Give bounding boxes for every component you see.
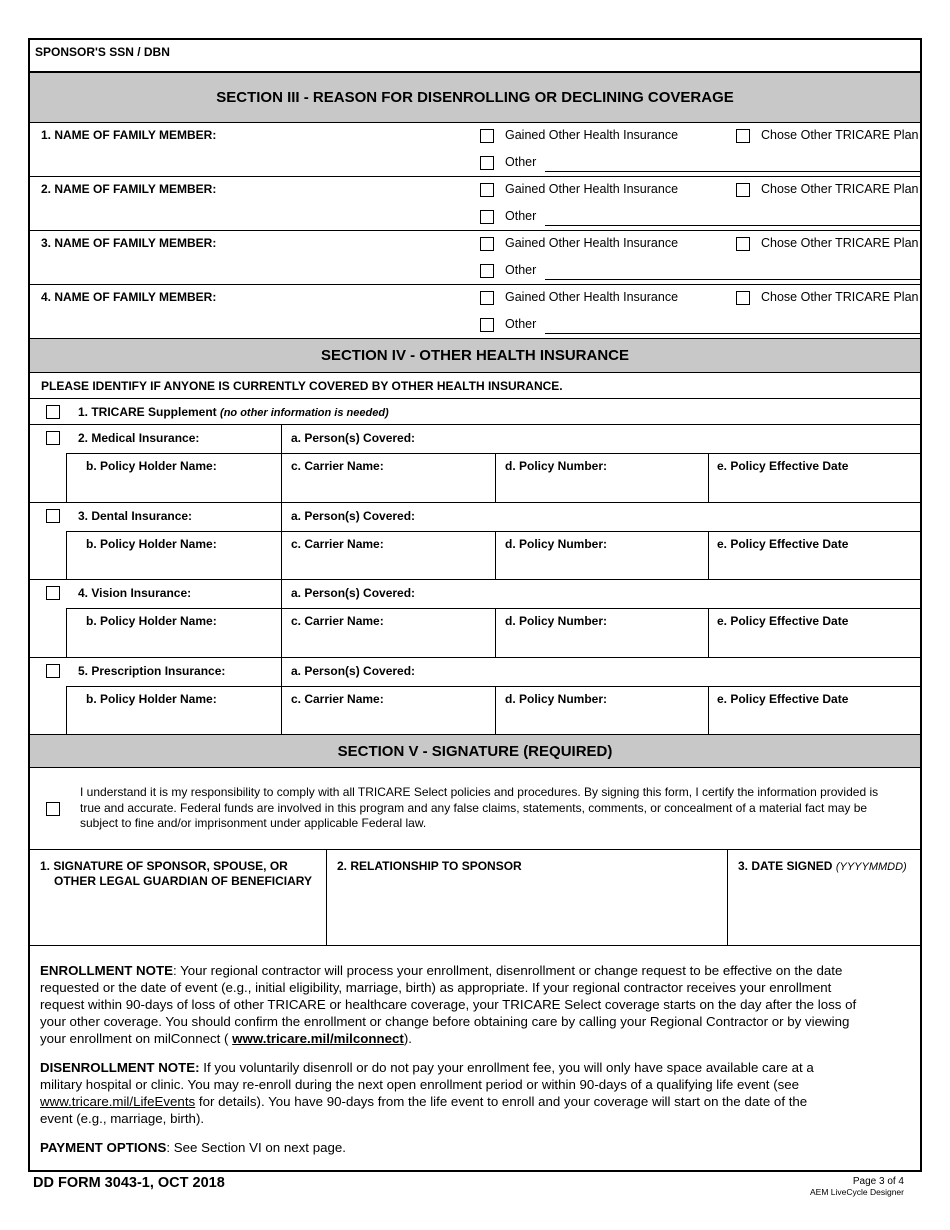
policy-holder-field[interactable] bbox=[67, 630, 280, 656]
policy-number-label: d. Policy Number: bbox=[505, 691, 608, 706]
gained-insurance-label: Gained Other Health Insurance bbox=[505, 182, 679, 196]
family-member-name-field[interactable] bbox=[40, 145, 460, 173]
effective-date-label: e. Policy Effective Date bbox=[717, 691, 849, 706]
carrier-name-field[interactable] bbox=[282, 475, 494, 501]
policy-number-label: d. Policy Number: bbox=[505, 614, 608, 628]
chose-tricare-label: Chose Other TRICARE Plan bbox=[761, 290, 919, 304]
carrier-name-field[interactable] bbox=[282, 708, 494, 734]
page-number: Page 3 of 4 bbox=[852, 1176, 904, 1187]
insurance-subrow-top bbox=[66, 531, 920, 532]
chose-tricare-checkbox[interactable] bbox=[736, 183, 750, 197]
insurance-checkbox[interactable] bbox=[46, 431, 60, 445]
signature-field[interactable] bbox=[30, 850, 326, 946]
policy-holder-field[interactable] bbox=[67, 708, 280, 734]
carrier-name-label: c. Carrier Name: bbox=[291, 536, 384, 551]
other-reason-checkbox[interactable] bbox=[480, 156, 494, 170]
other-reason-checkbox[interactable] bbox=[480, 318, 494, 332]
certification-checkbox[interactable] bbox=[46, 802, 60, 816]
policy-holder-field[interactable] bbox=[67, 553, 280, 579]
sponsor-ssn-label: SPONSOR'S SSN / DBN bbox=[35, 45, 170, 59]
family-member-label: 1. NAME OF FAMILY MEMBER: bbox=[41, 128, 217, 142]
gained-insurance-label: Gained Other Health Insurance bbox=[505, 290, 679, 304]
family-member-row bbox=[30, 285, 920, 339]
effective-date-label: e. Policy Effective Date bbox=[717, 614, 849, 628]
supplement-label: 1. TRICARE Supplement (no other information is needed) bbox=[78, 405, 389, 419]
policy-holder-label: b. Policy Holder Name: bbox=[86, 459, 217, 473]
effective-date-label: e. Policy Effective Date bbox=[717, 536, 849, 551]
effective-date-field[interactable] bbox=[709, 708, 920, 734]
persons-covered-field[interactable] bbox=[430, 427, 920, 449]
policy-number-field[interactable] bbox=[496, 553, 707, 579]
other-reason-field[interactable] bbox=[545, 153, 920, 171]
insurance-type-label: 5. Prescription Insurance: bbox=[78, 663, 226, 678]
insurance-subrow-top bbox=[66, 608, 920, 609]
section-5-header bbox=[30, 734, 920, 768]
form-page bbox=[28, 38, 922, 1172]
family-member-name-field[interactable] bbox=[40, 307, 460, 335]
disenrollment-note-heading: DISENROLLMENT NOTE: bbox=[40, 1060, 200, 1075]
insurance-checkbox[interactable] bbox=[46, 664, 60, 678]
date-format-hint: (YYYYMMDD) bbox=[835, 861, 907, 873]
policy-holder-field[interactable] bbox=[67, 475, 280, 501]
gained-insurance-checkbox[interactable] bbox=[480, 291, 494, 305]
other-reason-field[interactable] bbox=[545, 261, 920, 279]
insurance-divider bbox=[281, 658, 282, 686]
policy-number-field[interactable] bbox=[496, 708, 707, 734]
gained-insurance-label: Gained Other Health Insurance bbox=[505, 236, 679, 250]
effective-date-field[interactable] bbox=[709, 553, 920, 579]
supplement-row bbox=[30, 399, 920, 425]
section-4-header bbox=[30, 339, 920, 373]
instruction-row bbox=[30, 373, 920, 399]
section-3-title: SECTION III - REASON FOR DISENROLLING OR DECLINING COVERAGE bbox=[216, 89, 734, 106]
policy-holder-label: b. Policy Holder Name: bbox=[86, 536, 217, 551]
chose-tricare-label: Chose Other TRICARE Plan bbox=[761, 236, 919, 250]
family-member-name-field[interactable] bbox=[40, 199, 460, 227]
insurance-divider bbox=[281, 580, 282, 608]
family-member-name-field[interactable] bbox=[40, 253, 460, 281]
gained-insurance-checkbox[interactable] bbox=[480, 183, 494, 197]
policy-number-field[interactable] bbox=[496, 475, 707, 501]
insurance-subrow-top bbox=[66, 453, 920, 454]
insurance-block bbox=[30, 503, 920, 581]
insurance-block bbox=[30, 425, 920, 503]
family-member-row bbox=[30, 177, 920, 231]
insurance-checkbox[interactable] bbox=[46, 586, 60, 600]
family-member-row bbox=[30, 123, 920, 177]
sponsor-ssn-row bbox=[30, 40, 920, 73]
certification-row bbox=[30, 768, 920, 850]
form-id: DD FORM 3043-1, OCT 2018 bbox=[33, 1175, 225, 1191]
enrollment-note: ENROLLMENT NOTE: Your regional contractor will process your enrollment, disenrollment or change request to be effective on the date requested or the date of event (e.g., initial eligibility, marriage, birth) as appropriate. If your regional contractor receives your enrollment request within 90-days of loss of other TRICARE or healthcare coverage, your TRICARE Select coverage starts on the day after the loss of your other coverage. You should confirm the enrollment or change before obtaining care by calling your Regional Contractor or by viewing your enrollment on milConnect ( www.tricare.mil/milconnect). bbox=[40, 963, 857, 1046]
carrier-name-field[interactable] bbox=[282, 553, 494, 579]
section-4-title: SECTION IV - OTHER HEALTH INSURANCE bbox=[320, 347, 630, 364]
milconnect-link[interactable]: www.tricare.mil/milconnect bbox=[232, 1031, 404, 1046]
other-reason-label: Other bbox=[505, 209, 537, 223]
persons-covered-label: a. Person(s) Covered: bbox=[291, 663, 416, 678]
effective-date-field[interactable] bbox=[709, 630, 920, 656]
policy-number-field[interactable] bbox=[496, 630, 707, 656]
supplement-note: (no other information is needed) bbox=[220, 407, 389, 419]
signature-label: 1. SIGNATURE OF SPONSOR, SPOUSE, OR OTHER LEGAL GUARDIAN OF BENEFICIARY bbox=[40, 859, 313, 888]
family-member-label: 3. NAME OF FAMILY MEMBER: bbox=[41, 236, 217, 250]
family-member-row bbox=[30, 231, 920, 285]
insurance-type-label: 2. Medical Insurance: bbox=[78, 431, 200, 445]
carrier-name-label: c. Carrier Name: bbox=[291, 459, 384, 473]
other-reason-label: Other bbox=[505, 317, 537, 331]
other-reason-line bbox=[545, 279, 920, 280]
policy-holder-label: b. Policy Holder Name: bbox=[86, 691, 217, 706]
other-reason-label: Other bbox=[505, 155, 537, 169]
chose-tricare-checkbox[interactable] bbox=[736, 129, 750, 143]
chose-tricare-label: Chose Other TRICARE Plan bbox=[761, 182, 919, 196]
other-reason-checkbox[interactable] bbox=[480, 264, 494, 278]
insurance-type-label: 3. Dental Insurance: bbox=[78, 508, 193, 523]
other-reason-line bbox=[545, 171, 920, 172]
gained-insurance-label: Gained Other Health Insurance bbox=[505, 128, 679, 142]
relationship-field[interactable] bbox=[327, 880, 727, 946]
relationship-label: 2. RELATIONSHIP TO SPONSOR bbox=[337, 859, 522, 873]
effective-date-field[interactable] bbox=[709, 475, 920, 501]
policy-number-label: d. Policy Number: bbox=[505, 459, 608, 473]
insurance-subrow-top bbox=[66, 686, 920, 687]
supplement-checkbox[interactable] bbox=[46, 405, 60, 419]
footer-meta bbox=[810, 1176, 904, 1197]
family-member-label: 4. NAME OF FAMILY MEMBER: bbox=[41, 290, 217, 304]
payment-options-heading: PAYMENT OPTIONS bbox=[40, 1140, 167, 1155]
persons-covered-field[interactable] bbox=[430, 582, 920, 604]
policy-number-label: d. Policy Number: bbox=[505, 536, 608, 551]
payment-options: PAYMENT OPTIONS: See Section VI on next page. bbox=[40, 1140, 346, 1155]
other-reason-field[interactable] bbox=[545, 207, 920, 225]
insurance-checkbox[interactable] bbox=[46, 509, 60, 523]
insurance-divider bbox=[281, 425, 282, 453]
designer-credit: AEM LiveCycle Designer bbox=[809, 1187, 904, 1197]
certification-text: I understand it is my responsibility to comply with all TRICARE Select policies and procedures. By signing this form, I certify the information provided is true and accurate. Federal funds are involved in this program and any false claims, statements, comments, or concealment of a material fact may be subject to fine and/or imprisonment under applicable Federal law. bbox=[80, 785, 879, 830]
insurance-block bbox=[30, 658, 920, 736]
other-reason-checkbox[interactable] bbox=[480, 210, 494, 224]
gained-insurance-checkbox[interactable] bbox=[480, 237, 494, 251]
enrollment-note-heading: ENROLLMENT NOTE bbox=[40, 963, 173, 978]
signature-row bbox=[30, 850, 920, 946]
section-5-title: SECTION V - SIGNATURE (REQUIRED) bbox=[337, 743, 613, 760]
persons-covered-field[interactable] bbox=[430, 660, 920, 682]
other-reason-line bbox=[545, 333, 920, 334]
other-reason-field[interactable] bbox=[545, 315, 920, 333]
persons-covered-label: a. Person(s) Covered: bbox=[291, 586, 416, 600]
insurance-divider bbox=[281, 503, 282, 531]
other-reason-label: Other bbox=[505, 263, 537, 277]
section-4-instruction: PLEASE IDENTIFY IF ANYONE IS CURRENTLY COVERED BY OTHER HEALTH INSURANCE. bbox=[41, 379, 563, 393]
family-member-label: 2. NAME OF FAMILY MEMBER: bbox=[41, 182, 217, 196]
date-signed-field[interactable] bbox=[728, 880, 922, 946]
chose-tricare-checkbox[interactable] bbox=[736, 291, 750, 305]
persons-covered-label: a. Person(s) Covered: bbox=[291, 431, 416, 445]
carrier-name-label: c. Carrier Name: bbox=[291, 691, 384, 706]
date-signed-label: 3. DATE SIGNED (YYYYMMDD) bbox=[738, 859, 907, 873]
carrier-name-field[interactable] bbox=[282, 630, 494, 656]
insurance-block bbox=[30, 580, 920, 658]
disenrollment-note: DISENROLLMENT NOTE: If you voluntarily disenroll or do not pay your enrollment fee, you will only have space available care at a military hospital or clinic. You may re-enroll during the next open enrollment period or within 90-days of a qualifying life event (see www.tricare.mil/LifeEvents for details). You have 90-days from the life event to enroll and your coverage will start on the date of the event (e.g., marriage, birth). bbox=[40, 1060, 814, 1126]
chose-tricare-checkbox[interactable] bbox=[736, 237, 750, 251]
insurance-type-label: 4. Vision Insurance: bbox=[78, 586, 192, 600]
persons-covered-field[interactable] bbox=[430, 505, 920, 527]
gained-insurance-checkbox[interactable] bbox=[480, 129, 494, 143]
life-events-link[interactable]: www.tricare.mil/LifeEvents bbox=[40, 1094, 196, 1109]
chose-tricare-label: Chose Other TRICARE Plan bbox=[761, 128, 919, 142]
section-3-header bbox=[30, 73, 920, 123]
effective-date-label: e. Policy Effective Date bbox=[717, 459, 849, 473]
other-reason-line bbox=[545, 225, 920, 226]
persons-covered-label: a. Person(s) Covered: bbox=[291, 508, 416, 523]
carrier-name-label: c. Carrier Name: bbox=[291, 614, 384, 628]
policy-holder-label: b. Policy Holder Name: bbox=[86, 614, 217, 628]
